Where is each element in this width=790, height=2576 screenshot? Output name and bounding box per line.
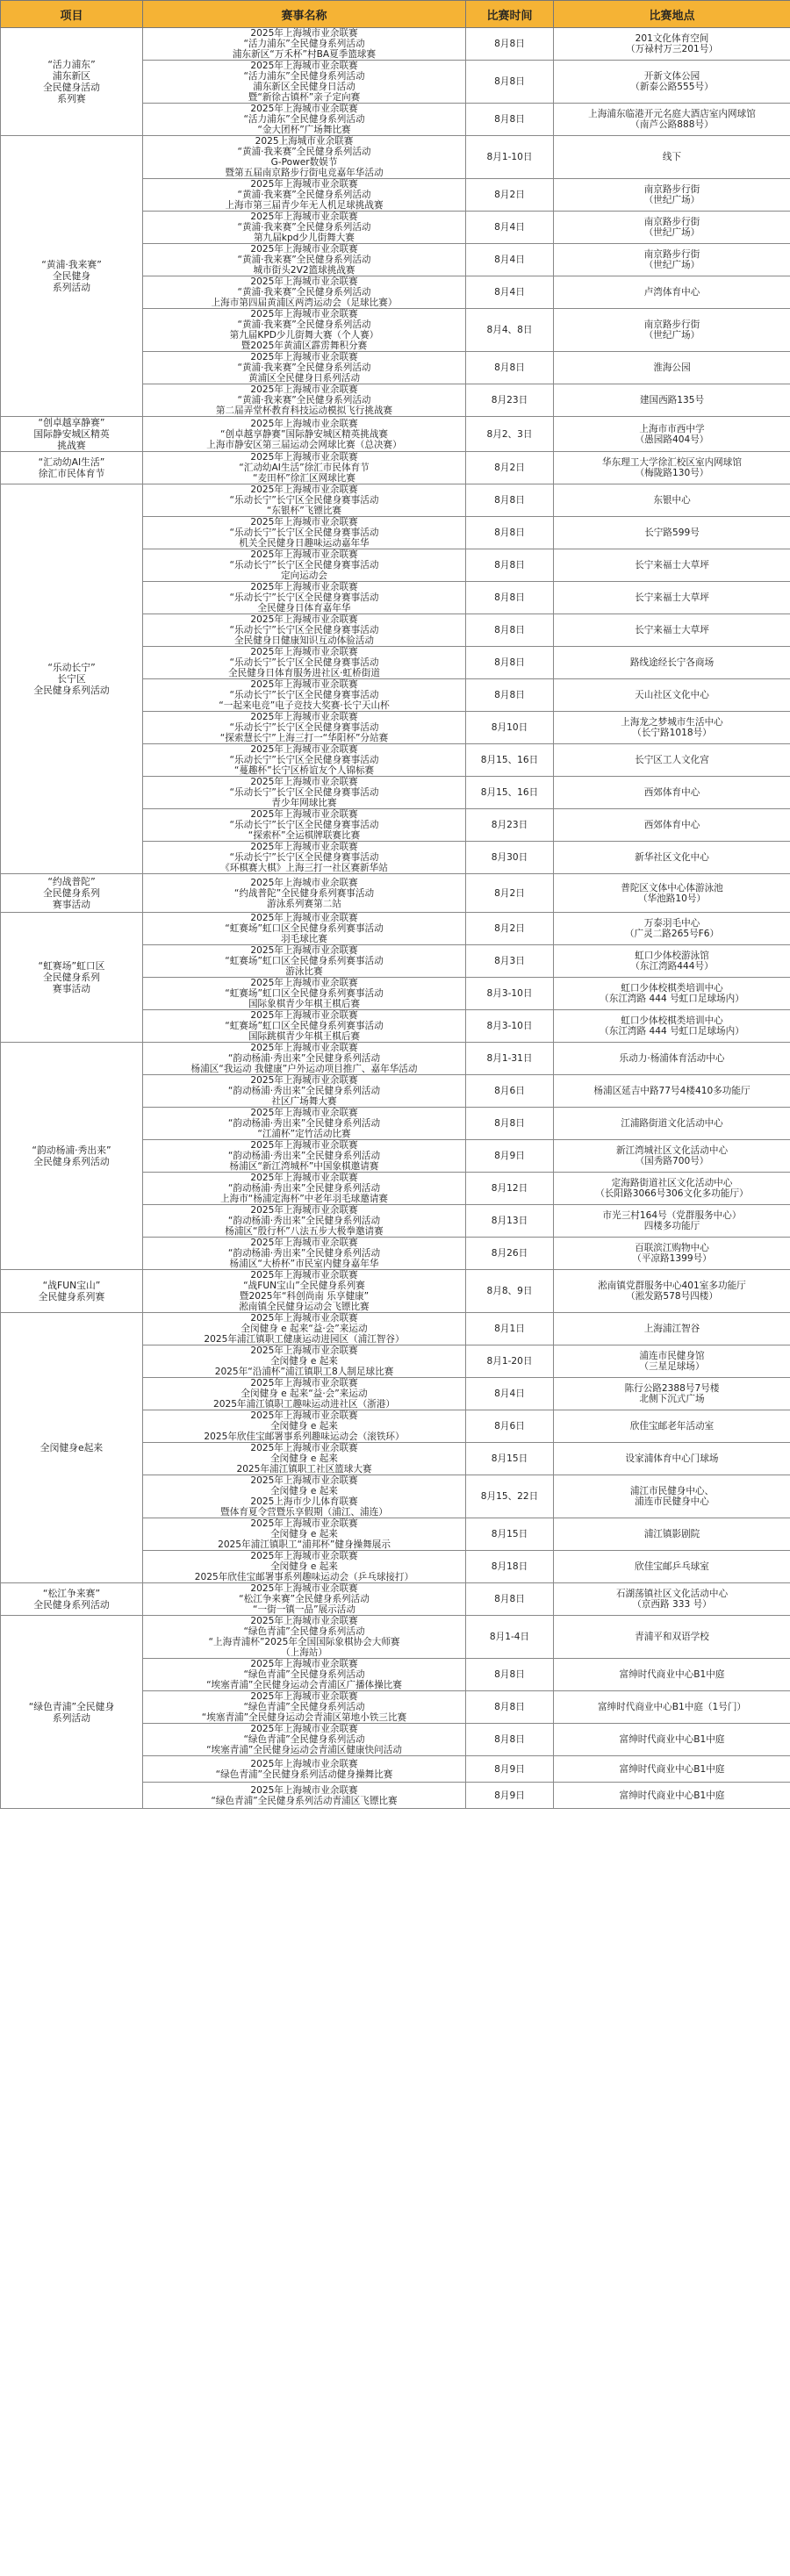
event-location-cell: 杨浦区延吉中路77号4楼410多功能厅 xyxy=(554,1075,790,1108)
event-location-cell: 定海路街道社区文化活动中心 （长阳路3066号306文化多功能厅） xyxy=(554,1173,790,1205)
event-location-cell: 江浦路街道文化活动中心 xyxy=(554,1108,790,1140)
event-date-cell: 8月1-4日 xyxy=(466,1616,554,1659)
event-name-cell: 2025年上海城市业余联赛 “黄浦·我来赛”全民健身系列活动 上海市第四届黄浦区两湾运动会（足球比赛） xyxy=(143,276,466,309)
event-location-cell: 万泰羽毛中心 （广灵二路265号F6） xyxy=(554,913,790,945)
event-date-cell: 8月8、9日 xyxy=(466,1270,554,1313)
event-location-cell: 富绅时代商业中心B1中庭 xyxy=(554,1659,790,1691)
table-row xyxy=(1,28,790,61)
category-cell: “战FUN宝山” 全民健身系列赛 xyxy=(1,1270,143,1313)
category-cell: “活力浦东” 浦东新区 全民健身活动 系列赛 xyxy=(1,28,143,136)
event-location-cell: 长宁区工人文化宫 xyxy=(554,744,790,777)
event-location-cell: 浦江镇影剧院 xyxy=(554,1518,790,1551)
event-location-cell: 新江湾城社区文化活动中心 （国秀路700号） xyxy=(554,1140,790,1173)
event-name-cell: 2025年上海城市业余联赛 全闵健身 e 起来 2025年欣佳宝邮署事系列趣味运动会（乒乓球接打） xyxy=(143,1551,466,1583)
event-name-cell: 2025年上海城市业余联赛 “乐动长宁”长宁区全民健身赛事活动 《环棋赛大棋》上海三打一社区赛新华站 xyxy=(143,842,466,874)
event-name-cell: 2025年上海城市业余联赛 “绿色青浦”全民健身系列活动 “埃塞青浦”全民健身运动会青浦区健康快问活动 xyxy=(143,1724,466,1756)
event-name-cell: 2025年上海城市业余联赛 “活力浦东”全民健身系列活动 浦东新区全民健身日活动 暨“新徐古镇杯”亲子定向赛 xyxy=(143,61,466,104)
event-name-cell: 2025年上海城市业余联赛 “乐动长宁”长宁区全民健身赛事活动 定向运动会 xyxy=(143,549,466,582)
category-cell: “约战普陀” 全民健身系列 赛事活动 xyxy=(1,874,143,913)
event-name-cell: 2025年上海城市业余联赛 “绿色青浦”全民健身系列活动 “上海青浦杯”2025年全国国际象棋协会大师赛 （上海站） xyxy=(143,1616,466,1659)
event-date-cell: 8月8日 xyxy=(466,647,554,679)
event-date-cell: 8月6日 xyxy=(466,1410,554,1443)
event-date-cell: 8月1-20日 xyxy=(466,1345,554,1378)
event-location-cell: 上海浦东临港开元名庭大酒店室内网球馆 （南芦公路888号） xyxy=(554,104,790,136)
table-row xyxy=(1,913,790,945)
category-cell: “汇动幼AI生活” 徐汇市民体育节 xyxy=(1,452,143,484)
event-location-cell: 欣佳宝邮乒乓球室 xyxy=(554,1551,790,1583)
event-name-cell: 2025年上海城市业余联赛 “黄浦·我来赛”全民健身系列活动 黄浦区全民健身日系列活动 xyxy=(143,352,466,384)
event-name-cell: 2025年上海城市业余联赛 “韵动杨浦·秀出来”全民健身系列活动 杨浦区“新江湾城杯”中国象棋邀请赛 xyxy=(143,1140,466,1173)
category-cell: “韵动杨浦·秀出来” 全民健身系列活动 xyxy=(1,1043,143,1270)
event-location-cell: 青浦平和双语学校 xyxy=(554,1616,790,1659)
event-location-cell: 建国西路135号 xyxy=(554,384,790,417)
event-date-cell: 8月8日 xyxy=(466,61,554,104)
event-name-cell: 2025年上海城市业余联赛 “绿色青浦”全民健身系列活动 “埃塞青浦”全民健身运动会青浦区广播体操比赛 xyxy=(143,1659,466,1691)
event-location-cell: 天山社区文化中心 xyxy=(554,679,790,712)
event-date-cell: 8月8日 xyxy=(466,582,554,614)
event-location-cell: 设家浦体育中心门球场 xyxy=(554,1443,790,1475)
event-location-cell: 长宁来福士大草坪 xyxy=(554,549,790,582)
table-row xyxy=(1,1043,790,1075)
event-date-cell: 8月2日 xyxy=(466,913,554,945)
event-date-cell: 8月2日 xyxy=(466,452,554,484)
event-name-cell: 2025年上海城市业余联赛 “虹赛场”虹口区全民健身系列赛事活动 羽毛球比赛 xyxy=(143,913,466,945)
event-date-cell: 8月30日 xyxy=(466,842,554,874)
event-location-cell: 西郊体育中心 xyxy=(554,809,790,842)
event-date-cell: 8月9日 xyxy=(466,1140,554,1173)
event-name-cell: 2025年上海城市业余联赛 全闵健身 e 起来 2025年“沿浦杯”浦江镇职工8人制足球比赛 xyxy=(143,1345,466,1378)
event-name-cell: 2025年上海城市业余联赛 “韵动杨浦·秀出来”全民健身系列活动 上海市“杨浦定海杯”中老年羽毛球邀请赛 xyxy=(143,1173,466,1205)
event-location-cell: 新华社区文化中心 xyxy=(554,842,790,874)
event-date-cell: 8月26日 xyxy=(466,1238,554,1270)
category-cell: “绿色青浦”全民健身 系列活动 xyxy=(1,1616,143,1809)
table-row xyxy=(1,484,790,517)
event-location-cell: 长宁来福士大草坪 xyxy=(554,582,790,614)
event-date-cell: 8月8日 xyxy=(466,484,554,517)
event-name-cell: 2025年上海城市业余联赛 “黄浦·我来赛”全民健身系列活动 城市街头2V2篮球挑战赛 xyxy=(143,244,466,276)
event-name-cell: 2025年上海城市业余联赛 “乐动长宁”长宁区全民健身赛事活动 “探索杯”全运棋牌联赛比赛 xyxy=(143,809,466,842)
event-name-cell: 2025年上海城市业余联赛 “乐动长宁”长宁区全民健身赛事活动 “蔓趣杯”长宁区桥谊友个人锦标赛 xyxy=(143,744,466,777)
event-location-cell: 西郊体育中心 xyxy=(554,777,790,809)
event-date-cell: 8月4、8日 xyxy=(466,309,554,352)
event-name-cell: 2025年上海城市业余联赛 “韵动杨浦·秀出来”全民健身系列活动 杨浦区“大桥杯”市民室内健身嘉年华 xyxy=(143,1238,466,1270)
event-date-cell: 8月4日 xyxy=(466,1378,554,1410)
event-date-cell: 8月15、16日 xyxy=(466,777,554,809)
event-location-cell: 浦江市民健身中心、 浦连市民健身中心 xyxy=(554,1475,790,1518)
category-cell: “乐动长宁” 长宁区 全民健身系列活动 xyxy=(1,484,143,874)
event-date-cell: 8月23日 xyxy=(466,384,554,417)
event-name-cell: 2025上海城市业余联赛 “黄浦·我来赛”全民健身系列活动 G-Power数娱节 暨第五届南京路步行街电竞嘉年华活动 xyxy=(143,136,466,179)
event-date-cell: 8月3-10日 xyxy=(466,1010,554,1043)
event-date-cell: 8月8日 xyxy=(466,614,554,647)
event-date-cell: 8月15、22日 xyxy=(466,1475,554,1518)
table-row xyxy=(1,1616,790,1659)
event-name-cell: 2025年上海城市业余联赛 “绿色青浦”全民健身系列活动 “埃塞青浦”全民健身运动会青浦区第地小铁三比赛 xyxy=(143,1691,466,1724)
event-date-cell: 8月8日 xyxy=(466,104,554,136)
event-location-cell: 淮海公园 xyxy=(554,352,790,384)
event-name-cell: 2025年上海城市业余联赛 “汇动幼AI生活”徐汇市民体育节 “麦田杯”徐汇区网球比赛 xyxy=(143,452,466,484)
table-row xyxy=(1,1313,790,1345)
header-location: 比赛地点 xyxy=(554,1,790,28)
event-date-cell: 8月15日 xyxy=(466,1443,554,1475)
event-location-cell: 淞南镇党群服务中心401室多功能厅 （淞发路578号四楼） xyxy=(554,1270,790,1313)
event-date-cell: 8月8日 xyxy=(466,1659,554,1691)
event-location-cell: 南京路步行街 （世纪广场） xyxy=(554,179,790,212)
category-cell: 全闵健身e起来 xyxy=(1,1313,143,1583)
event-name-cell: 2025年上海城市业余联赛 全闵健身 e 起来 2025年欣佳宝邮署事系列趣味运动会（滚铁环） xyxy=(143,1410,466,1443)
event-location-cell: 石湖荡镇社区文化活动中心 （京西路 333 号） xyxy=(554,1583,790,1616)
event-location-cell: 南京路步行街 （世纪广场） xyxy=(554,309,790,352)
event-date-cell: 8月3-10日 xyxy=(466,978,554,1010)
event-location-cell: 上海浦江智谷 xyxy=(554,1313,790,1345)
event-location-cell: 卢湾体育中心 xyxy=(554,276,790,309)
event-name-cell: 2025年上海城市业余联赛 “活力浦东”全民健身系列活动 “金大团杯”广场舞比赛 xyxy=(143,104,466,136)
event-location-cell: 欣佳宝邮老年活动室 xyxy=(554,1410,790,1443)
event-location-cell: 富绅时代商业中心B1中庭 xyxy=(554,1724,790,1756)
category-cell: “松江争来赛” 全民健身系列活动 xyxy=(1,1583,143,1616)
table-row xyxy=(1,874,790,913)
event-location-cell: 百联滨江购物中心 （平凉路1399号） xyxy=(554,1238,790,1270)
table-row xyxy=(1,1583,790,1616)
event-date-cell: 8月6日 xyxy=(466,1075,554,1108)
event-date-cell: 8月9日 xyxy=(466,1783,554,1809)
event-date-cell: 8月8日 xyxy=(466,679,554,712)
event-location-cell: 虹口少体校棋类培训中心 （东江湾路 444 号虹口足球场内） xyxy=(554,978,790,1010)
event-date-cell: 8月3日 xyxy=(466,945,554,978)
event-location-cell: 虹口少体校游泳馆 （东江湾路444号） xyxy=(554,945,790,978)
header-row xyxy=(1,1,790,28)
event-name-cell: 2025年上海城市业余联赛 “黄浦·我来赛”全民健身系列活动 上海市第三届青少年无人机足球挑战赛 xyxy=(143,179,466,212)
event-date-cell: 8月1日 xyxy=(466,1313,554,1345)
event-location-cell: 乐动力·杨浦体育活动中心 xyxy=(554,1043,790,1075)
event-date-cell: 8月8日 xyxy=(466,352,554,384)
event-name-cell: 2025年上海城市业余联赛 “黄浦·我来赛”全民健身系列活动 第二届弄堂杯教育科技运动模拟飞行挑战赛 xyxy=(143,384,466,417)
event-name-cell: 2025年上海城市业余联赛 “约战普陀”全民健身系列赛事活动 游泳系列赛第二站 xyxy=(143,874,466,913)
event-date-cell: 8月15日 xyxy=(466,1518,554,1551)
event-date-cell: 8月10日 xyxy=(466,712,554,744)
event-name-cell: 2025年上海城市业余联赛 “虹赛场”虹口区全民健身系列赛事活动 国际象棋青少年棋王棋后赛 xyxy=(143,978,466,1010)
event-name-cell: 2025年上海城市业余联赛 “韵动杨浦·秀出来”全民健身系列活动 社区广场舞大赛 xyxy=(143,1075,466,1108)
event-date-cell: 8月8日 xyxy=(466,1583,554,1616)
event-date-cell: 8月9日 xyxy=(466,1756,554,1783)
header-date: 比赛时间 xyxy=(466,1,554,28)
event-name-cell: 2025年上海城市业余联赛 “创卓越享静赛”国际静安城区精英挑战赛 上海市静安区第三届运动会网球比赛（总决赛） xyxy=(143,417,466,452)
event-location-cell: 长宁来福士大草坪 xyxy=(554,614,790,647)
event-date-cell: 8月15、16日 xyxy=(466,744,554,777)
event-name-cell: 2025年上海城市业余联赛 全闵健身 e 起来 2025年浦江镇职工“浦邦杯”健身操舞展示 xyxy=(143,1518,466,1551)
event-name-cell: 2025年上海城市业余联赛 “松江争来赛”全民健身系列活动 “一街一镇一品”展示活动 xyxy=(143,1583,466,1616)
event-location-cell: 富绅时代商业中心B1中庭 xyxy=(554,1783,790,1809)
event-name-cell: 2025年上海城市业余联赛 “乐动长宁”长宁区全民健身赛事活动 “东银杯”飞镖比赛 xyxy=(143,484,466,517)
event-date-cell: 8月1-10日 xyxy=(466,136,554,179)
event-name-cell: 2025年上海城市业余联赛 全闵健身 e 起来 2025年浦江镇职工社区篮球大赛 xyxy=(143,1443,466,1475)
table-row xyxy=(1,417,790,452)
event-name-cell: 2025年上海城市业余联赛 全闵健身 e 起来 2025上海市少儿体育联赛 暨体育夏令营暨乐享假期（浦江、浦连） xyxy=(143,1475,466,1518)
event-location-cell: 上海市市西中学 （愚园路404号） xyxy=(554,417,790,452)
event-location-cell: 上海龙之梦城市生活中心 （长宁路1018号） xyxy=(554,712,790,744)
event-date-cell: 8月2日 xyxy=(466,874,554,913)
header-event-name: 赛事名称 xyxy=(143,1,466,28)
event-name-cell: 2025年上海城市业余联赛 “乐动长宁”长宁区全民健身赛事活动 青少年网球比赛 xyxy=(143,777,466,809)
event-name-cell: 2025年上海城市业余联赛 “乐动长宁”长宁区全民健身赛事活动 “一起来电竞”电子竞技大奖赛·长宁天山杯 xyxy=(143,679,466,712)
header-category: 项目 xyxy=(1,1,143,28)
event-date-cell: 8月8日 xyxy=(466,28,554,61)
event-name-cell: 2025年上海城市业余联赛 全闵健身 e 起来“益·会”来运动 2025年浦江镇职工健康运动进园区（浦江智谷） xyxy=(143,1313,466,1345)
event-date-cell: 8月8日 xyxy=(466,1108,554,1140)
event-name-cell: 2025年上海城市业余联赛 “虹赛场”虹口区全民健身系列赛事活动 国际跳棋青少年棋王棋后赛 xyxy=(143,1010,466,1043)
event-name-cell: 2025年上海城市业余联赛 “活力浦东”全民健身系列活动 浦东新区“万禾杯”村BA夏季篮球赛 xyxy=(143,28,466,61)
event-date-cell: 8月8日 xyxy=(466,1691,554,1724)
event-date-cell: 8月13日 xyxy=(466,1205,554,1238)
category-cell: “黄浦·我来赛” 全民健身 系列活动 xyxy=(1,136,143,417)
event-date-cell: 8月8日 xyxy=(466,517,554,549)
event-name-cell: 2025年上海城市业余联赛 “乐动长宁”长宁区全民健身赛事活动 机关全民健身日趣味运动嘉年华 xyxy=(143,517,466,549)
event-date-cell: 8月12日 xyxy=(466,1173,554,1205)
event-date-cell: 8月2日 xyxy=(466,179,554,212)
event-location-cell: 虹口少体校棋类培训中心 （东江湾路 444 号虹口足球场内） xyxy=(554,1010,790,1043)
event-location-cell: 开新文体公园 （新泰公路555号） xyxy=(554,61,790,104)
event-name-cell: 2025年上海城市业余联赛 “黄浦·我来赛”全民健身系列活动 第九届kpd少儿街舞大赛 xyxy=(143,212,466,244)
event-location-cell: 南京路步行街 （世纪广场） xyxy=(554,212,790,244)
event-name-cell: 2025年上海城市业余联赛 “韵动杨浦·秀出来”全民健身系列活动 “江浦杯”定竹活动比赛 xyxy=(143,1108,466,1140)
table-row xyxy=(1,1270,790,1313)
event-location-cell: 富绅时代商业中心B1中庭（1号门） xyxy=(554,1691,790,1724)
event-name-cell: 2025年上海城市业余联赛 “虹赛场”虹口区全民健身系列赛事活动 游泳比赛 xyxy=(143,945,466,978)
event-location-cell: 路线途经长宁各商场 xyxy=(554,647,790,679)
event-name-cell: 2025年上海城市业余联赛 “韵动杨浦·秀出来”全民健身系列活动 杨浦区“我运动 我健康”户外运动项目推广、嘉年华活动 xyxy=(143,1043,466,1075)
event-name-cell: 2025年上海城市业余联赛 “乐动长宁”长宁区全民健身赛事活动 全民健身日健康知识互动体验活动 xyxy=(143,614,466,647)
event-date-cell: 8月23日 xyxy=(466,809,554,842)
event-location-cell: 长宁路599号 xyxy=(554,517,790,549)
event-date-cell: 8月4日 xyxy=(466,244,554,276)
event-date-cell: 8月4日 xyxy=(466,212,554,244)
event-name-cell: 2025年上海城市业余联赛 “乐动长宁”长宁区全民健身赛事活动 全民健身日体育服务进社区·虹桥街道 xyxy=(143,647,466,679)
event-location-cell: 普陀区文体中心体游泳池 （华池路10号） xyxy=(554,874,790,913)
table-row xyxy=(1,136,790,179)
event-location-cell: 浦连市民健身馆 （三星足球场） xyxy=(554,1345,790,1378)
event-name-cell: 2025年上海城市业余联赛 “绿色青浦”全民健身系列活动健身操舞比赛 xyxy=(143,1756,466,1783)
event-location-cell: 华东理工大学徐汇校区室内网球馆 （梅陇路130号） xyxy=(554,452,790,484)
event-date-cell: 8月18日 xyxy=(466,1551,554,1583)
event-location-cell: 市光三村164号（党群服务中心） 四楼多功能厅 xyxy=(554,1205,790,1238)
event-location-cell: 南京路步行街 （世纪广场） xyxy=(554,244,790,276)
event-location-cell: 线下 xyxy=(554,136,790,179)
event-name-cell: 2025年上海城市业余联赛 “乐动长宁”长宁区全民健身赛事活动 “探索慧长宁”上海三打一“华阳杯”分站赛 xyxy=(143,712,466,744)
event-name-cell: 2025年上海城市业余联赛 “战FUN宝山”全民健身系列赛 暨2025年“科创尚南 乐享健康” 淞南镇全民健身运动会飞镖比赛 xyxy=(143,1270,466,1313)
event-location-cell: 陈行公路2388号7号楼 北侧下沉式广场 xyxy=(554,1378,790,1410)
event-name-cell: 2025年上海城市业余联赛 全闵健身 e 起来“益·会”来运动 2025年浦江镇职工趣味运动进社区（浙港） xyxy=(143,1378,466,1410)
event-date-cell: 8月2、3日 xyxy=(466,417,554,452)
category-cell: “虹赛场”虹口区 全民健身系列 赛事活动 xyxy=(1,913,143,1043)
event-name-cell: 2025年上海城市业余联赛 “乐动长宁”长宁区全民健身赛事活动 全民健身日体育嘉年华 xyxy=(143,582,466,614)
event-location-cell: 201文化体育空间 （万禄村万三201号） xyxy=(554,28,790,61)
event-date-cell: 8月4日 xyxy=(466,276,554,309)
event-name-cell: 2025年上海城市业余联赛 “韵动杨浦·秀出来”全民健身系列活动 杨浦区“殷行杯”八法五步大极拳邀请赛 xyxy=(143,1205,466,1238)
event-date-cell: 8月1-31日 xyxy=(466,1043,554,1075)
event-location-cell: 东银中心 xyxy=(554,484,790,517)
table-header xyxy=(1,1,790,28)
event-name-cell: 2025年上海城市业余联赛 “绿色青浦”全民健身系列活动青浦区飞镖比赛 xyxy=(143,1783,466,1809)
event-date-cell: 8月8日 xyxy=(466,1724,554,1756)
table-row xyxy=(1,452,790,484)
event-date-cell: 8月8日 xyxy=(466,549,554,582)
event-location-cell: 富绅时代商业中心B1中庭 xyxy=(554,1756,790,1783)
category-cell: “创卓越享静赛” 国际静安城区精英 挑战赛 xyxy=(1,417,143,452)
event-name-cell: 2025年上海城市业余联赛 “黄浦·我来赛”全民健身系列活动 第九届KPD少儿街舞大赛（个人赛） 暨2025年黄浦区霹雳舞积分赛 xyxy=(143,309,466,352)
table-body xyxy=(1,28,790,1809)
